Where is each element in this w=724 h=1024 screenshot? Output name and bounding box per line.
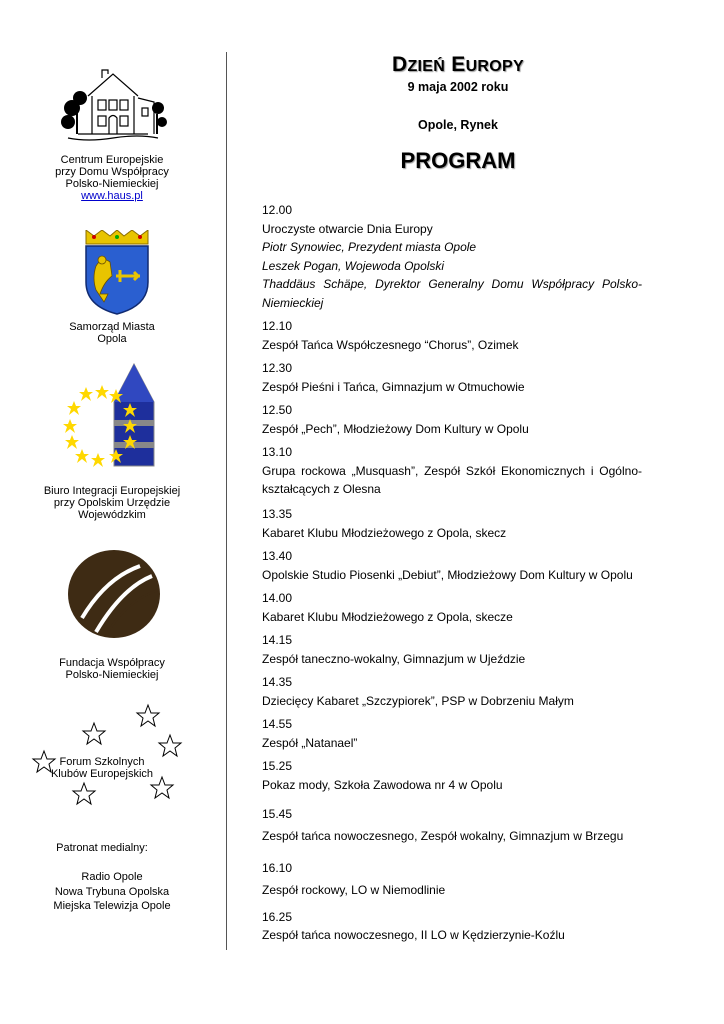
program-time: 13.10 bbox=[262, 445, 293, 459]
program-desc: Zespół Tańca Współczesnego “Chorus”, Ozimek bbox=[262, 337, 519, 352]
program-item bbox=[262, 505, 642, 542]
program-time: 14.55 bbox=[262, 717, 293, 731]
program-item bbox=[262, 443, 642, 499]
program-desc: Grupa rockowa „Musquash”, Zespół Szkół Ekonomicznych i Ogólno-kształcących z Olesna bbox=[262, 463, 642, 496]
column-divider bbox=[226, 52, 227, 950]
biuro-line: Biuro Integracji Europejskiej bbox=[43, 485, 181, 497]
program-desc: Pokaz mody, Szkoła Zawodowa nr 4 w Opolu bbox=[262, 777, 503, 792]
program-desc: Zespół „Natanael” bbox=[262, 735, 358, 750]
program-item bbox=[262, 359, 642, 396]
program-desc: Kabaret Klubu Młodzieżowego z Opola, skecz bbox=[262, 525, 507, 540]
program-item bbox=[262, 673, 642, 710]
program-desc: Zespół tańca nowoczesnego, Zespół wokalny, Gimnazjum w Brzegu bbox=[262, 829, 624, 843]
program-time: 12.30 bbox=[262, 361, 293, 375]
haus-building-logo bbox=[58, 68, 168, 146]
program-item bbox=[262, 201, 642, 312]
patronat-line: Miejska Telewizja Opole bbox=[53, 900, 171, 912]
program-time: 16.10 bbox=[262, 861, 293, 875]
centrum-line: Polsko-Niemieckiej bbox=[65, 178, 159, 190]
program-item bbox=[262, 803, 642, 847]
centrum-line: przy Domu Współpracy bbox=[55, 166, 169, 178]
samorzad-line: Samorząd Miasta bbox=[69, 321, 155, 333]
program-item bbox=[262, 547, 642, 584]
opole-crest-icon bbox=[82, 230, 152, 316]
samorzad-line: Opola bbox=[97, 333, 127, 345]
program-item bbox=[262, 908, 642, 944]
speaker: Thaddäus Schäpe, Dyrektor Generalny Domu Współpracy Polsko-Niemieckiej bbox=[262, 277, 642, 310]
program-item bbox=[262, 401, 642, 438]
program-time: 14.15 bbox=[262, 633, 293, 647]
speaker: Piotr Synowiec, Prezydent miasta Opole bbox=[262, 240, 477, 254]
event-date: 9 maja 2002 roku bbox=[407, 80, 509, 94]
forum-line: Forum Szkolnych bbox=[59, 756, 145, 768]
program-desc: Zespół Pieśni i Tańca, Gimnazjum w Otmuchowie bbox=[262, 379, 525, 394]
program-time: 13.35 bbox=[262, 507, 293, 521]
event-place: Opole, Rynek bbox=[418, 118, 498, 132]
program-time: 14.00 bbox=[262, 591, 293, 605]
program-heading: PROGRAM bbox=[400, 148, 516, 173]
program-desc: Zespół tańca nowoczesnego, II LO w Kędzierzynie-Koźlu bbox=[262, 928, 565, 942]
program-time: 14.35 bbox=[262, 675, 293, 689]
fundacja-road-logo bbox=[66, 548, 162, 640]
program-desc: Dziecięcy Kabaret „Szczypiorek”, PSP w Dobrzeniu Małym bbox=[262, 693, 574, 708]
speaker: Leszek Pogan, Wojewoda Opolski bbox=[262, 258, 445, 273]
samorzad-block bbox=[20, 321, 204, 345]
fundacja-block bbox=[20, 657, 204, 681]
program-item bbox=[262, 631, 642, 668]
program-time: 12.00 bbox=[262, 203, 293, 217]
program-desc: Zespół taneczno-wokalny, Gimnazjum w Ujeździe bbox=[262, 651, 526, 666]
page-title: DZIEŃ EUROPY bbox=[392, 53, 524, 76]
program-desc: Uroczyste otwarcie Dnia Europy bbox=[262, 221, 433, 236]
biuro-block bbox=[20, 485, 204, 521]
program-time: 16.25 bbox=[262, 910, 293, 924]
program-desc: Kabaret Klubu Młodzieżowego z Opola, skecze bbox=[262, 609, 513, 624]
program-item bbox=[262, 857, 642, 901]
fundacja-line: Polsko-Niemieckiej bbox=[65, 669, 159, 681]
program-item bbox=[262, 589, 642, 626]
program-item bbox=[262, 757, 642, 794]
patronat-heading: Patronat medialny: bbox=[56, 842, 148, 854]
patronat-line: Radio Opole bbox=[81, 871, 143, 883]
centrum-line: Centrum Europejskie bbox=[60, 154, 164, 166]
forum-block bbox=[10, 756, 194, 780]
patronat-block bbox=[20, 870, 204, 914]
program-time: 15.25 bbox=[262, 759, 293, 773]
program-time: 12.50 bbox=[262, 403, 293, 417]
program-time: 12.10 bbox=[262, 319, 293, 333]
program-item bbox=[262, 715, 642, 752]
patronat-line: Nowa Trybuna Opolska bbox=[54, 885, 170, 898]
program-time: 15.45 bbox=[262, 807, 293, 821]
program-desc: Zespół „Pech”, Młodzieżowy Dom Kultury w Opolu bbox=[262, 421, 529, 436]
fundacja-line: Fundacja Współpracy bbox=[59, 657, 165, 669]
biuro-line: Wojewódzkim bbox=[78, 509, 146, 521]
forum-line: Klubów Europejskich bbox=[50, 768, 154, 780]
program-time: 13.40 bbox=[262, 549, 293, 563]
haus-link[interactable]: www.haus.pl bbox=[81, 190, 143, 202]
program-desc: Zespół rockowy, LO w Niemodlinie bbox=[262, 883, 446, 897]
program-desc: Opolskie Studio Piosenki „Debiut”, Młodzieżowy Dom Kultury w Opolu bbox=[262, 567, 633, 582]
centrum-europejskie-block bbox=[20, 154, 204, 202]
program-item bbox=[262, 317, 642, 354]
biuro-line: przy Opolskim Urzędzie bbox=[53, 497, 171, 509]
eu-tower-stars-logo bbox=[62, 362, 158, 472]
